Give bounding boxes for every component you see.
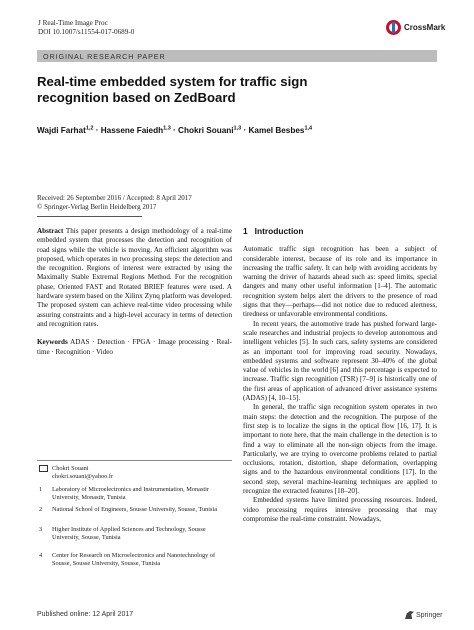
abstract-text: This paper presents a design methodology of a real-time embedded system that processes the detection and recognition of road signs while the vehicle is moving. An efficient algorithm was proposed, which operates in two processing steps: the detection and the recognition. Regions of interest were extracted by using the Maximally Stable Extremal Regions Method. For the recognition phase, Oriented FAST and Rotated BRIEF features were used. A hardware system based on the Xilinx Zynq platform was developed. The proposed system can achieve real-time video processing while assuring constraints and a high-level accuracy in terms of detection and recognition rates.	[37, 227, 232, 328]
keywords	[37, 338, 232, 357]
paragraph: In recent years, the automotive trade has pushed forward large-scale researches and industrial projects to develop autonomous and intelligent vehicles [5]. In such cars, safety systems are considered as an important tool for improving road security. Nowadays, embedded systems and software represent 30–40% of the global value of vehicles in the world [6] and this percentage is expected to increase. Traffic sign recognition (TSR) [7–9] is historically one of the first areas of application of advanced driver assistance systems (ADAS) [4, 10–15].	[243, 319, 437, 403]
paragraph: Automatic traffic sign recognition has been a subject of considerable interest, because of its role and its importance in increasing the traffic safety. It can help with avoiding accidents by warning the driver of hazards ahead such as: speed limits, special dangers and many other useful information [1–4]. The automatic recognition system helps alert the drivers to the presence of road signs that they—perhaps—did not notice due to reduced alertness, tiredness or unfavorable environmental conditions.	[243, 245, 437, 319]
keywords-text: ADAS · Detection · FPGA · Image processing · Real-time · Recognition · Video	[37, 338, 232, 356]
affiliation: 4 Center for Research on Microelectronics and Nanotechnology of Sousse, Sousse University, Sousse, Tunisia	[39, 552, 216, 567]
journal-name: J Real-Time Image Proc	[38, 19, 108, 27]
published-date: Published online: 12 April 2017	[37, 611, 134, 618]
running-header	[38, 19, 134, 37]
paragraph: Embedded systems have limited processing resources. Indeed, video processing requires intensive processing that may compromise the real-time constraint. Nowadays,	[243, 496, 437, 523]
author[interactable]: Chokri Souani$^{1,3}$	[178, 125, 242, 135]
corresponding-name: Chokri Souani	[52, 465, 89, 472]
author-list	[37, 125, 437, 135]
affiliation: 1 Laboratory of Microelectronics and Instrumentation, Monastir University, Monastir, Tunisia	[39, 486, 210, 501]
publisher-name: Springer	[416, 611, 443, 619]
abstract-label: Abstract	[37, 227, 64, 235]
article-type-band	[37, 50, 437, 62]
article-type-label: ORIGINAL RESEARCH PAPER	[43, 51, 166, 61]
corresponding-email[interactable]: chokri.souani@yahoo.fr	[52, 472, 114, 480]
author[interactable]: Wajdi Farhat$^{1,2}$	[37, 125, 94, 135]
author[interactable]: Kamel Besbes$^{1,4}$	[248, 125, 313, 135]
author-separator: ·	[170, 125, 179, 135]
section-heading: 1 Introduction	[243, 226, 304, 236]
crossmark-icon	[386, 20, 401, 35]
corresponding-author	[37, 465, 232, 481]
introduction-column	[243, 227, 437, 524]
affiliation: 2 National School of Engineers, Sousse University, Sousse, Tunisia	[39, 506, 218, 513]
abstract	[37, 227, 232, 329]
author-separator: ·	[93, 125, 101, 135]
envelope-icon	[39, 465, 48, 473]
affiliation: 3 Higher Institute of Applied Sciences and Technology, Sousse University, Sousse, Tunisia	[39, 526, 206, 541]
copyright: © Springer-Verlag Berlin Heidelberg 2017	[37, 202, 157, 211]
author-separator: ·	[241, 125, 249, 135]
footnote-divider	[37, 460, 232, 461]
author[interactable]: Hassene Faiedh$^{1,3}$	[100, 125, 171, 135]
crossmark-label: CrossMark	[404, 23, 446, 32]
abstract-column	[37, 227, 232, 357]
article-dates	[37, 194, 192, 211]
divider	[37, 216, 142, 217]
publisher-logo	[405, 611, 442, 619]
received-accepted: Received: 26 September 2016 / Accepted: 8 April 2017	[37, 194, 192, 202]
paragraph: In general, the traffic sign recognition system operates in two main steps: the detection and the recognition. The purpose of the first step is to localize the signs in the optical flow [16, 17]. It is important to note here, that the main challenge in the detection is to find a way to eliminate all the non-sign objects from the image. Particularly, we are trying to overcome problems related to partial occlusions, rotation, distortion, shape deformation, overlapping signs and to the hazardous environmental conditions [17]. In the second step, several machine-learning techniques are applied to recognize the extracted features [18–20].	[243, 403, 437, 496]
doi[interactable]: DOI 10.1007/s11554-017-0689-0	[38, 28, 135, 36]
springer-horse-icon	[405, 611, 414, 619]
paper-title: Real-time embedded system for traffic sign recognition based on ZedBoard	[37, 74, 308, 105]
keywords-label: Keywords	[37, 338, 68, 347]
crossmark-badge[interactable]	[386, 20, 445, 35]
